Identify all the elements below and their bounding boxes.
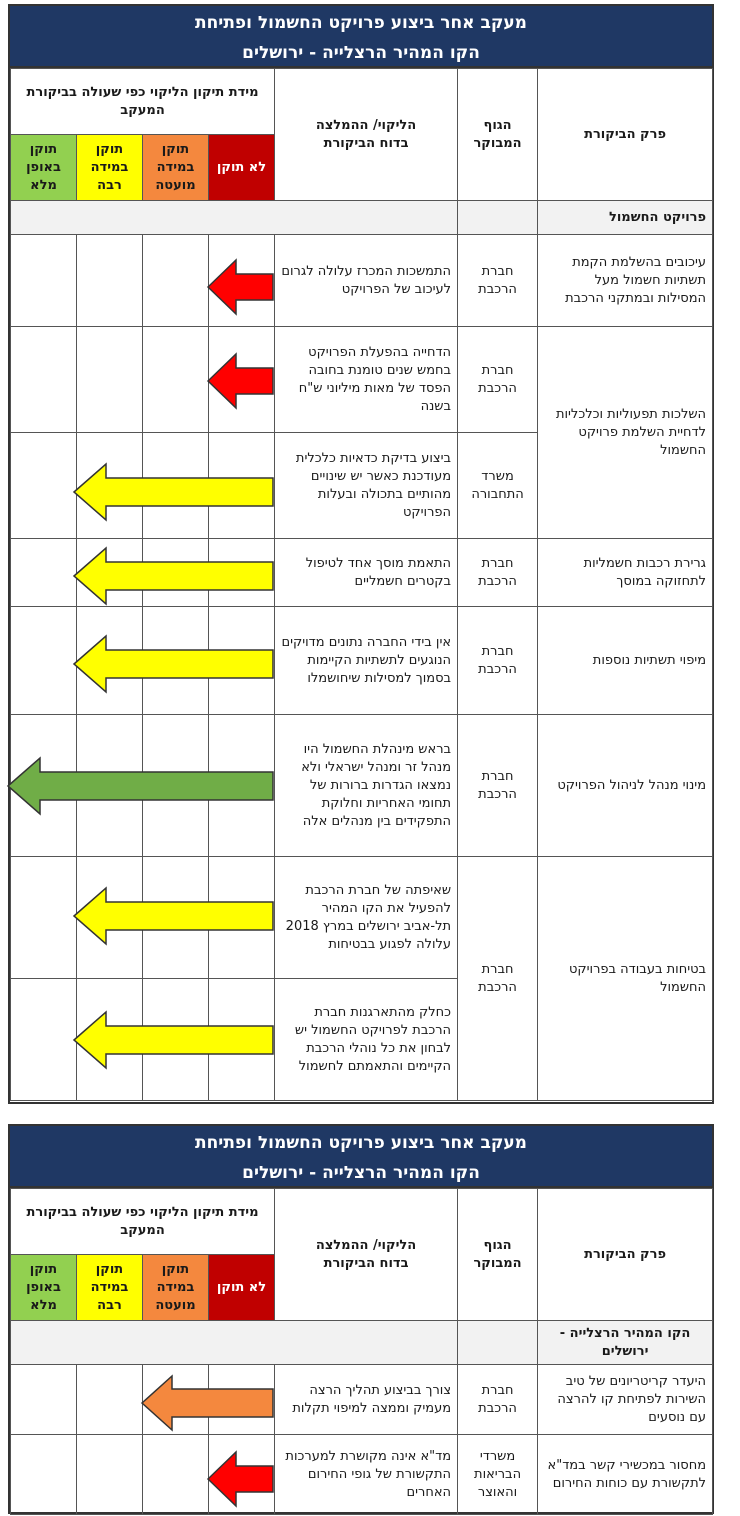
- level-largely-fixed: תוקן במידה רבה: [77, 1255, 143, 1321]
- level-slightly-fixed: תוקן במידה מועטה: [143, 135, 209, 201]
- section-fast-line: הקו המהיר הרצלייה - ירושלים: [538, 1321, 713, 1365]
- section-electrification: פרויקט החשמול: [538, 201, 713, 235]
- level-largely-fixed: תוקן במידה רבה: [77, 135, 143, 201]
- level-slightly-fixed: תוקן במידה מועטה: [143, 1255, 209, 1321]
- table-row: [11, 1365, 713, 1435]
- followup-table-panel-2: [8, 1124, 714, 1514]
- audited-body-cell: משרדי הבריאות והאוצר: [458, 1435, 538, 1515]
- level-not-fixed: לא תוקן: [209, 135, 275, 201]
- audited-body-header: הגוף המבוקר: [458, 1189, 538, 1321]
- correction-measure-header: מידת תיקון הליקוי כפי שעולה בביקורת המעקב: [11, 69, 275, 135]
- finding-cell: התמשכות המכרז עלולה לגרום לעיכוב של הפרויקט: [275, 235, 458, 327]
- status-arrow-not-fixed: [206, 1450, 276, 1508]
- audited-body-header: הגוף המבוקר: [458, 69, 538, 201]
- title-line-1: מעקב אחר ביצוע פרויקט החשמול ופתיחת: [195, 13, 527, 33]
- chapter-cell: עיכובים בהשלמת הקמת תשתיות חשמול מעל המסילות ובמתקני הרכבת: [538, 235, 713, 327]
- status-arrow-not-fixed: [206, 258, 276, 316]
- audited-body-cell: חברת הרכבת: [458, 539, 538, 607]
- audited-body-cell: חברת הרכבת: [458, 1365, 538, 1435]
- audit-chapter-header: פרק הביקורת: [538, 1189, 713, 1321]
- finding-cell: צורך בביצוע תהליך הרצה מעמיק וממצה למיפוי תקלות: [275, 1365, 458, 1435]
- panel-title: [10, 6, 712, 68]
- chapter-cell: גרירת רכבות חשמליות לתחזוקה במוסך: [538, 539, 713, 607]
- level-fully-fixed: תוקן באופן מלא: [11, 135, 77, 201]
- audited-body-cell: חברת הרכבת: [458, 327, 538, 433]
- chapter-cell: מינוי מנהל לניהול הפרויקט: [538, 715, 713, 857]
- status-arrow-largely-fixed: [72, 546, 276, 606]
- status-arrow-fully-fixed: [6, 756, 276, 816]
- audited-body-cell: חברת הרכבת: [458, 235, 538, 327]
- finding-cell: הדחייה בהפעלת הפרויקט בחמש שנים טומנת בחובה הפסד של מאות מיליוני ש"ח בשנה: [275, 327, 458, 433]
- table-row: [11, 235, 713, 327]
- chapter-cell: מחסור במכשירי קשר במד"א לתקשורת עם כוחות החירום: [538, 1435, 713, 1515]
- title-line-1: מעקב אחר ביצוע פרויקט החשמול ופתיחת: [195, 1133, 527, 1153]
- finding-cell: אין בידי החברה נתונים מדויקים הנוגעים לתשתיות הקיימות בסמוך למסילות שיחושמלו: [275, 607, 458, 715]
- table-row: [11, 327, 713, 433]
- chapter-cell: בטיחות בעבודה בפרויקט החשמול: [538, 857, 713, 1101]
- status-arrow-largely-fixed: [72, 462, 276, 522]
- status-arrow-largely-fixed: [72, 1010, 276, 1070]
- finding-cell: התאמת מוסך אחד לטיפול בקטרים חשמליים: [275, 539, 458, 607]
- status-arrow-slightly-fixed: [140, 1374, 276, 1432]
- audited-body-cell: חברת הרכבת: [458, 715, 538, 857]
- finding-cell: ביצוע בדיקת כדאיות כלכלית מעודכנת כאשר יש שינויים מהותיים בתכולה ובעלות הפרויקט: [275, 433, 458, 539]
- finding-cell: שאיפתה של חברת הרכבת להפעיל את הקו המהיר תל-אביב ירושלים במרץ 2018 עלולה לפגוע בבטיחות: [275, 857, 458, 979]
- audit-chapter-header: פרק הביקורת: [538, 69, 713, 201]
- audited-body-cell: חברת הרכבת: [458, 857, 538, 1101]
- finding-header: הליקוי/ ההמלצה בדוח הביקורת: [275, 69, 458, 201]
- status-arrow-largely-fixed: [72, 634, 276, 694]
- chapter-cell: השלכות תפעוליות וכלכליות לדחיית השלמת פרויקט החשמול: [538, 327, 713, 539]
- level-fully-fixed: תוקן באופן מלא: [11, 1255, 77, 1321]
- level-not-fixed: לא תוקן: [209, 1255, 275, 1321]
- chapter-cell: היעדר קריטריונים של טיב השירות לפתיחת קו להרצה עם נוסעים: [538, 1365, 713, 1435]
- correction-measure-header: מידת תיקון הליקוי כפי שעולה בביקורת המעקב: [11, 1189, 275, 1255]
- finding-cell: מד"א אינה מקושרת למערכות התקשורת של גופי החירום האחרים: [275, 1435, 458, 1515]
- followup-table-panel-1: [8, 4, 714, 1104]
- audited-body-cell: משרד התחבורה: [458, 433, 538, 539]
- status-arrow-largely-fixed: [72, 886, 276, 946]
- audited-body-cell: חברת הרכבת: [458, 607, 538, 715]
- table-row: [11, 1435, 713, 1515]
- status-arrow-not-fixed: [206, 352, 276, 410]
- title-line-2: הקו המהיר הרצלייה - ירושלים: [242, 1163, 480, 1183]
- panel-title: [10, 1126, 712, 1188]
- title-line-2: הקו המהיר הרצלייה - ירושלים: [242, 43, 480, 63]
- finding-header: הליקוי/ ההמלצה בדוח הביקורת: [275, 1189, 458, 1321]
- finding-cell: בראש מינהלת החשמול היו מנהל זר ומנהל ישראלי ולא נמצאו הגדרות ברורות של תחומי האחריות וחלוקת התפקידים בין מנהלים אלה: [275, 715, 458, 857]
- finding-cell: כחלק מהתארגנות חברת הרכבת לפרויקט החשמול יש לבחון את כל נוהלי הרכבת הקיימים והתאמתם לחשמול: [275, 979, 458, 1101]
- chapter-cell: מיפוי תשתיות נוספות: [538, 607, 713, 715]
- followup-table: [10, 1188, 713, 1515]
